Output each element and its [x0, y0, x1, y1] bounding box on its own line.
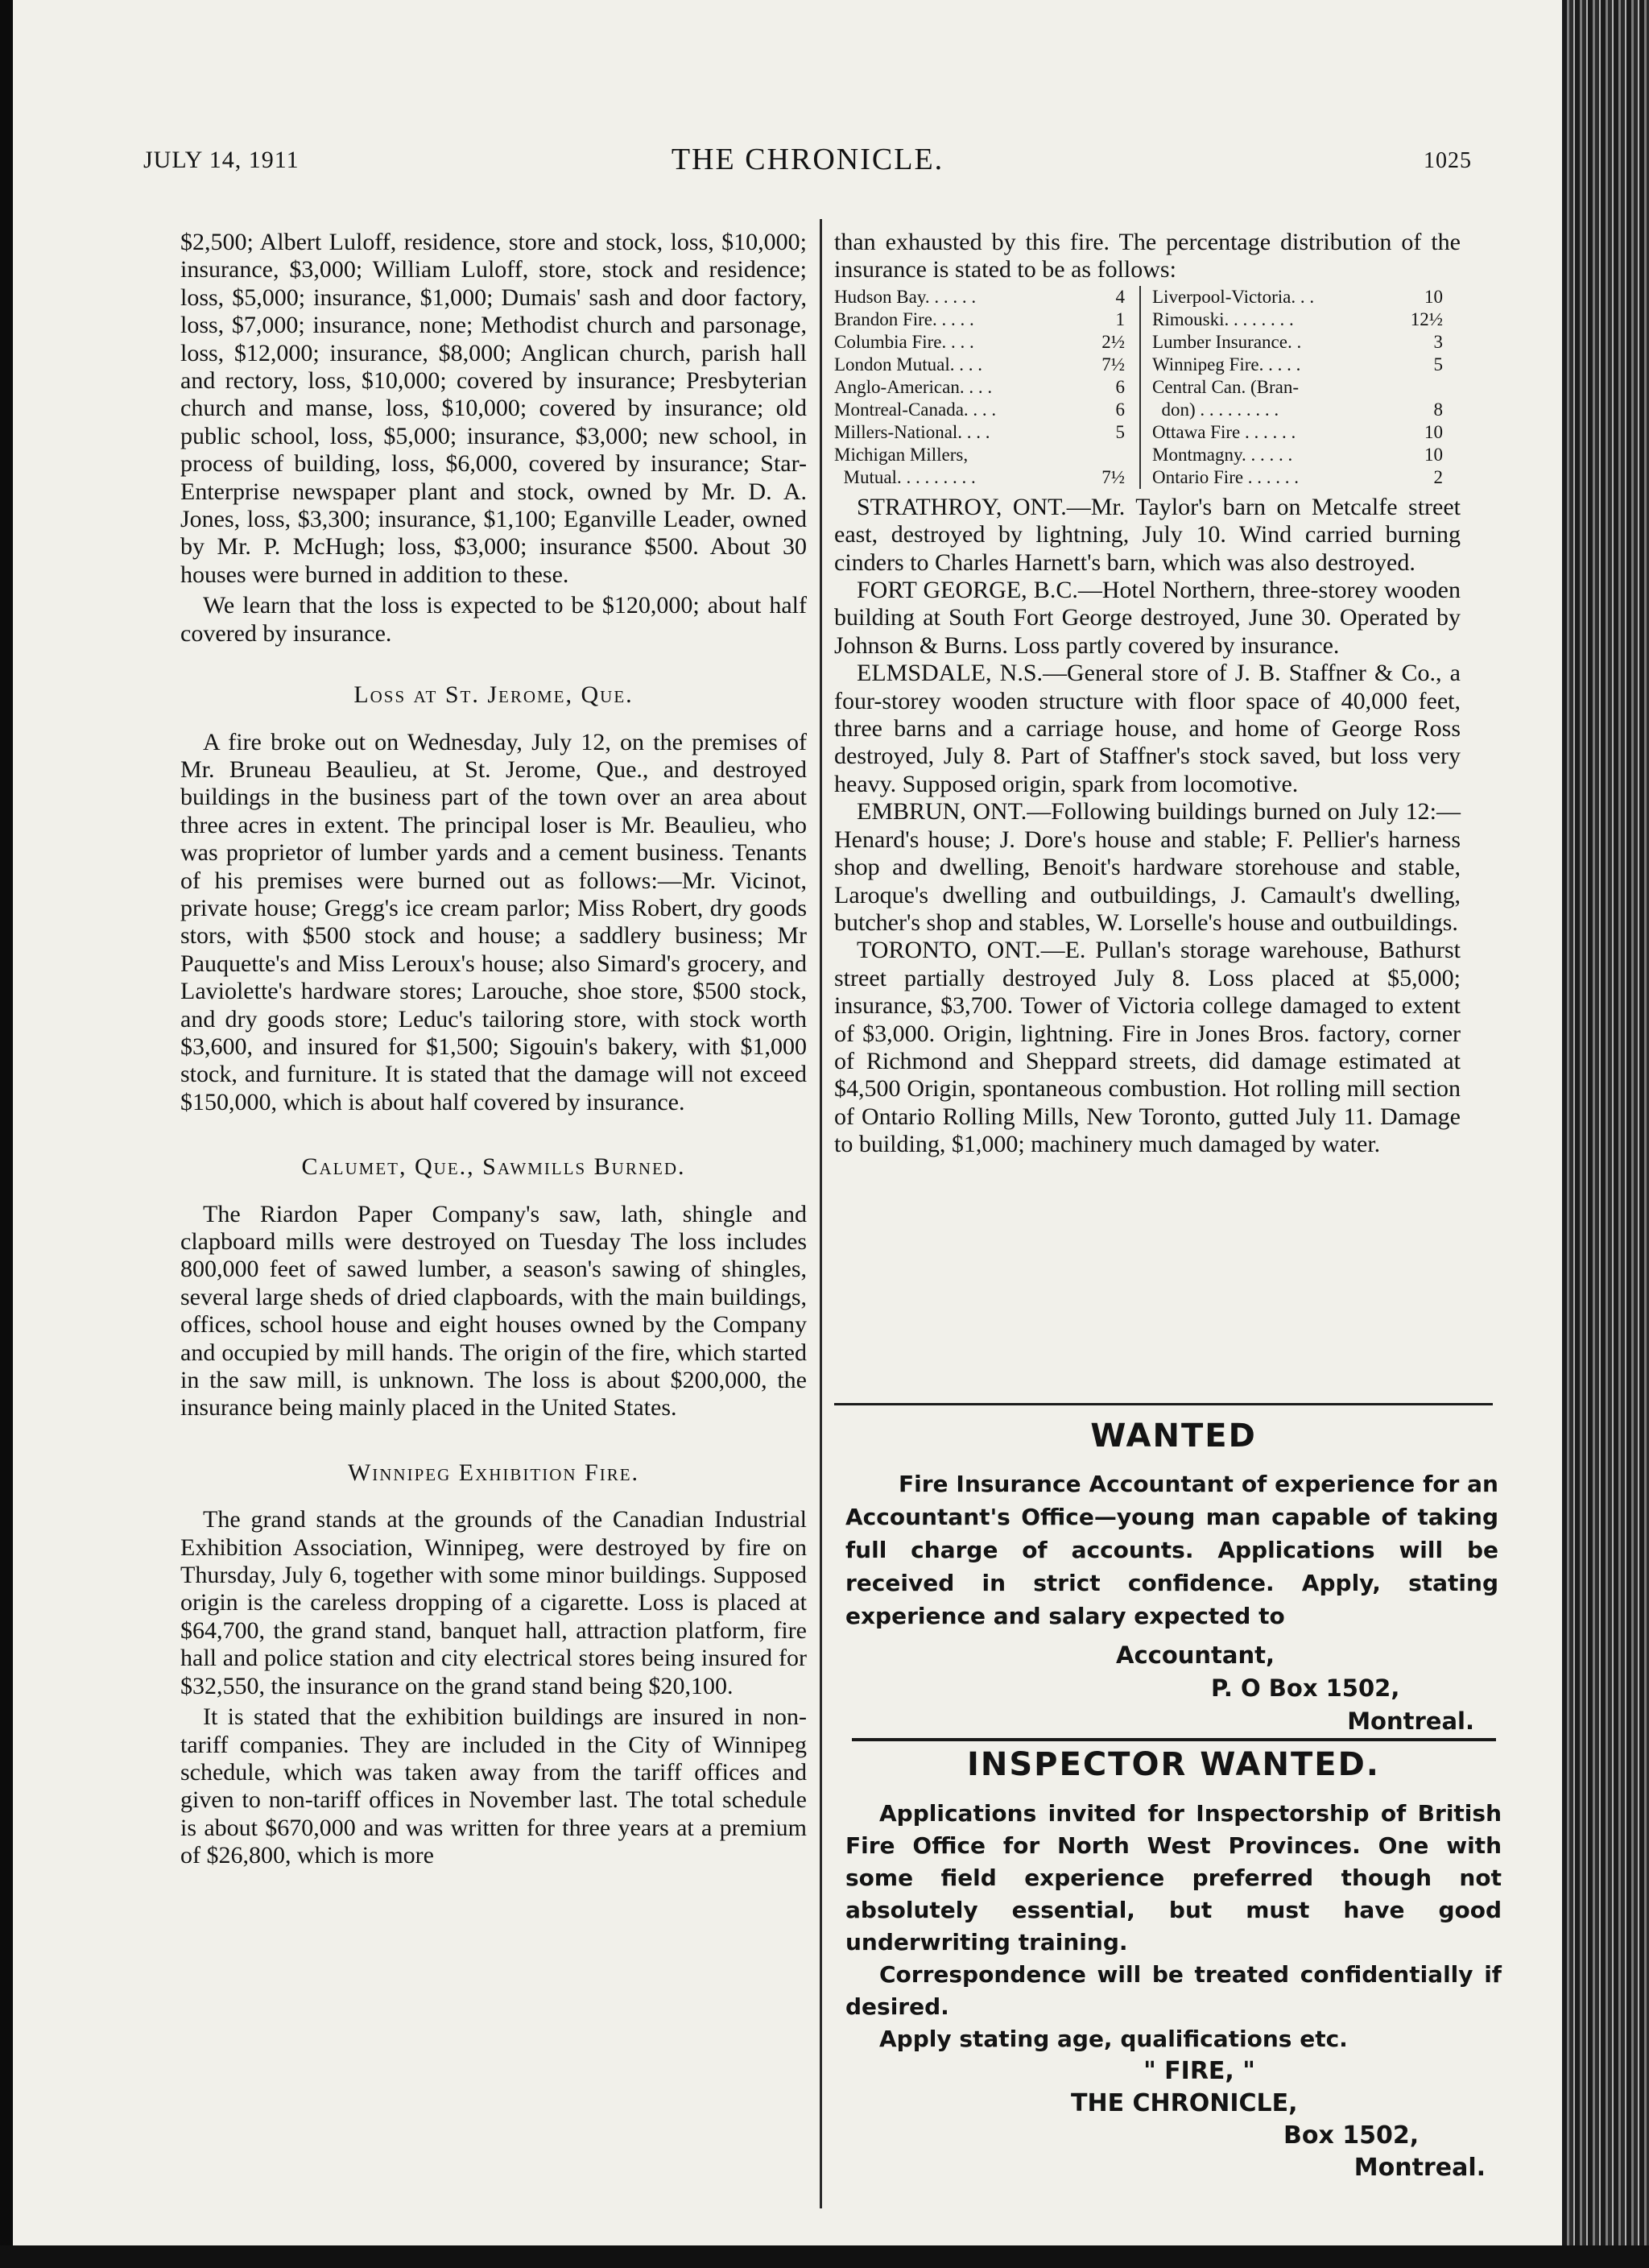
distribution-company: Ontario Fire . . . . . . — [1152, 466, 1300, 487]
distribution-share: 8 — [1433, 399, 1443, 420]
ad-inspector-body-1: Applications invited for Inspectorship of British Fire Office for North West Provinces. One with some field experience preferred though not absolutely essential, but must have good underwriting training. — [845, 1800, 1502, 1956]
article-winnipeg-1: The grand stands at the grounds of the Canadian Industrial Exhibition Association, Winnipeg, were destroyed by fire on Thursday, July 6, together with some minor buildings. Supposed origin is the careless dropping of a cigarette. Loss is placed at $64,700, the grand stand, banquet hall, attraction platform, fire hall and police station and city electrical stores being insured for $32,550, the insurance on the grand stand being $20,100. — [180, 1506, 807, 1699]
news-strathroy: STRATHROY, ONT.—Mr. Taylor's barn on Metcalfe street east, destroyed by lightning, July 10. Wind carried burning cinders to Charles Harnett's barn, which was also destroyed. — [834, 493, 1461, 576]
news-fort-george: FORT GEORGE, B.C.—Hotel Northern, three-storey wooden building at South Fort George destroyed, June 30. Operated by Johnson & Burns. Loss partly covered by insurance. — [834, 577, 1461, 659]
distribution-row — [834, 466, 1125, 489]
ad-wanted-title: WANTED — [1090, 1418, 1257, 1455]
distribution-row — [1152, 444, 1443, 466]
issue-date: JULY 14, 1911 — [143, 147, 300, 173]
distribution-company: Central Can. (Bran- — [1152, 376, 1300, 397]
distribution-row — [1152, 354, 1443, 376]
distribution-company: Anglo-American. . . . — [834, 376, 993, 397]
article-calumet: The Riardon Paper Company's saw, lath, shingle and clapboard mills were destroyed on Tuesday The loss includes 800,000 feet of sawed lumber, a season's sawing of shingles, several large sheds of dried clapboards, with the main buildings, offices, school house and eight houses owned by the Company and occupied by mill hands. The origin of the fire, which started in the saw mill, is unknown. The loss is about $200,000, the insurance being mainly placed in the United States. — [180, 1200, 807, 1422]
ad-top-rule — [834, 1403, 1493, 1405]
distribution-row — [1152, 421, 1443, 444]
distribution-share: 10 — [1424, 286, 1443, 307]
distribution-company: Hudson Bay. . . . . . — [834, 286, 977, 307]
page-number: 1025 — [1424, 148, 1472, 173]
scan-bottom-edge — [0, 2245, 1649, 2268]
distribution-company: Columbia Fire. . . . — [834, 331, 974, 352]
distribution-row — [1152, 286, 1443, 308]
ad-inspector-title: INSPECTOR WANTED. — [967, 1746, 1380, 1783]
publication-title: THE CHRONICLE. — [671, 143, 944, 176]
ad-inspector-signature-fire: " FIRE, " — [1143, 2057, 1255, 2085]
distribution-row — [1152, 466, 1443, 489]
distribution-share: 4 — [1115, 286, 1125, 307]
distribution-share: 1 — [1115, 308, 1125, 329]
heading-calumet: Calumet, Que., Sawmills Burned. — [301, 1153, 686, 1181]
distribution-row — [1152, 331, 1443, 354]
distribution-share: 5 — [1433, 354, 1443, 375]
news-embrun: EMBRUN, ONT.—Following buildings burned on July 12:—Henard's house; J. Dore's house and stable; F. Pellier's harness shop and dwelling, Benoit's hardware storehouse and stable, Laroque's dwelling and outbuildings, J. Camault's dwelling, butcher's shop and stables, W. Lorselle's house and outbuildings. — [834, 798, 1461, 936]
distribution-column-right — [1139, 286, 1461, 489]
news-elmsdale: ELMSDALE, N.S.—General store of J. B. Staffner & Co., a four-storey wooden structure with floor space of 40,000 feet, three barns and a carriage house, and home of George Ross destroyed, July 8. Part of Staffner's stock saved, but loss very heavy. Supposed origin, spark from locomotive. — [834, 660, 1461, 797]
article-continuation: $2,500; Albert Luloff, residence, store and stock, loss, $10,000; insurance, $3,000; William Luloff, store, stock and residence; loss, $5,000; insurance, $1,000; Dumais' sash and door factory, loss, $7,000; insurance, none; Methodist church and parsonage, loss, $12,000; insurance, $8,000; Anglican church, parish hall and rectory, loss, $10,000; covered by insurance; Presbyterian church and manse, loss, $10,000; covered by insurance; old public school, loss, $5,000; insurance, $3,000; new school, in process of building, loss, $6,000, covered by insurance; Star-Enterprise newspaper plant and stock, owned by Mr. D. A. Jones, loss, $3,300; insurance, $1,100; Eganville Leader, owned by Mr. P. McHugh; loss, $3,000; insurance $500. About 30 houses were burned in addition to these. — [180, 229, 807, 588]
distribution-row — [834, 376, 1125, 399]
distribution-share: 6 — [1115, 376, 1125, 397]
ad-inspector-body-2: Correspondence will be treated confidentially if desired. — [845, 1961, 1502, 2020]
distribution-row — [834, 354, 1125, 376]
distribution-company: Mutual. . . . . . . . . — [834, 466, 976, 487]
ad-inspector-signature-chronicle: THE CHRONICLE, — [1071, 2089, 1298, 2117]
distribution-company: Michigan Millers, — [834, 444, 969, 465]
ad-inspector — [845, 1746, 1502, 2184]
article-st-jerome: A fire broke out on Wednesday, July 12, on the premises of Mr. Bruneau Beaulieu, at St. Jerome, Que., and destroyed buildings in the business part of the town over an area about three acres in extent. The principal loser is Mr. Beaulieu, who was proprietor of lumber yards and a cement business. Tenants of his premises were burned out as follows:—Mr. Vicinot, private house; Gregg's ice cream parlor; Miss Robert, dry goods stors, with $500 stock and house; a saddlery business; Mr Pauquette's and Miss Leroux's house; also Simard's grocery, and Laviolette's hardware stores; Larouche, shoe store, $500 stock, and dry goods store; Leduc's tailoring store, with stock worth $3,600, and insured for $1,500; Sigouin's bakery, with $1,000 stock, and furniture. It is stated that the damage will not exceed $150,000, which is about half covered by insurance. — [180, 728, 807, 1115]
distribution-company: don) . . . . . . . . . — [1152, 399, 1279, 420]
distribution-company: Liverpool-Victoria. . . — [1152, 286, 1315, 307]
distribution-row — [834, 286, 1125, 308]
distribution-company: Montmagny. . . . . . — [1152, 444, 1293, 465]
distribution-share: 12½ — [1410, 308, 1443, 329]
distribution-company: Brandon Fire. . . . . — [834, 308, 974, 329]
ad-inspector-signature-city: Montreal. — [1354, 2154, 1486, 2182]
distribution-share: 5 — [1115, 421, 1125, 442]
distribution-row — [834, 399, 1125, 421]
ad-wanted-signature-name: Accountant, — [1116, 1641, 1275, 1669]
distribution-company: Millers-National. . . . — [834, 421, 990, 442]
distribution-row — [834, 421, 1125, 444]
distribution-company: Winnipeg Fire. . . . . — [1152, 354, 1301, 375]
distribution-share: 7½ — [1101, 466, 1125, 487]
article-paragraph: We learn that the loss is expected to be $120,000; about half covered by insurance. — [180, 592, 807, 647]
distribution-company: Ottawa Fire . . . . . . — [1152, 421, 1296, 442]
running-head — [143, 142, 1472, 182]
ad-wanted-body: Fire Insurance Accountant of experience for an Accountant's Office—young man capable of taking full charge of accounts. Applications will be received in strict confidence. Apply, stating experience and salary expected to — [845, 1471, 1498, 1629]
distribution-row — [1152, 376, 1443, 399]
right-column — [834, 229, 1461, 1159]
distribution-share: 3 — [1433, 331, 1443, 352]
article-winnipeg-2: It is stated that the exhibition buildings are insured in non-tariff companies. They are included in the City of Winnipeg schedule, which was taken away from the tariff offices and given to non-tariff offices in November last. The total schedule is about $670,000 and was written for three years at a premium of $26,800, which is more — [180, 1703, 807, 1869]
distribution-company: Rimouski. . . . . . . . — [1152, 308, 1294, 329]
insurance-distribution-table — [834, 286, 1461, 489]
ad-wanted-signature-box: P. O Box 1502, — [1211, 1674, 1400, 1702]
distribution-row — [834, 308, 1125, 331]
left-column — [180, 229, 807, 1870]
distribution-share: 7½ — [1101, 354, 1125, 375]
article-winnipeg-continued: than exhausted by this fire. The percentage distribution of the insurance is stated to be as follows: — [834, 229, 1461, 284]
distribution-row — [834, 444, 1125, 466]
heading-st-jerome: Loss at St. Jerome, Que. — [353, 681, 634, 709]
ad-inspector-signature-box: Box 1502, — [1283, 2121, 1420, 2150]
news-toronto: TORONTO, ONT.—E. Pullan's storage warehouse, Bathurst street partially destroyed July 8. Loss placed at $5,000; insurance, $3,700. Tower of Victoria college damaged to extent of $3,000. Origin, lightning. Fire in Jones Bros. factory, corner of Richmond and Sheppard streets, did damage estimated at $4,500 Origin, spontaneous combustion. Hot rolling mill section of Ontario Rolling Mills, New Toronto, gutted July 11. Damage to building, $1,000; machinery much damaged by water. — [834, 937, 1461, 1158]
ad-inspector-body-3: Apply stating age, qualifications etc. — [879, 2026, 1348, 2052]
distribution-company: Lumber Insurance. . — [1152, 331, 1302, 352]
distribution-row — [1152, 399, 1443, 421]
ad-middle-rule — [852, 1738, 1496, 1741]
distribution-row — [834, 331, 1125, 354]
column-divider — [820, 219, 822, 2208]
distribution-share: 2½ — [1101, 331, 1125, 352]
distribution-share: 6 — [1115, 399, 1125, 420]
heading-winnipeg: Winnipeg Exhibition Fire. — [347, 1459, 640, 1486]
distribution-company: Montreal-Canada. . . . — [834, 399, 997, 420]
book-binding-edge — [1562, 0, 1649, 2268]
ad-wanted — [845, 1418, 1502, 1738]
distribution-company: London Mutual. . . . — [834, 354, 982, 375]
distribution-column-left — [834, 286, 1139, 489]
distribution-row — [1152, 308, 1443, 331]
ad-wanted-signature-city: Montreal. — [1347, 1707, 1474, 1735]
distribution-share: 10 — [1424, 421, 1443, 442]
distribution-share: 2 — [1433, 466, 1443, 487]
distribution-share: 10 — [1424, 444, 1443, 465]
